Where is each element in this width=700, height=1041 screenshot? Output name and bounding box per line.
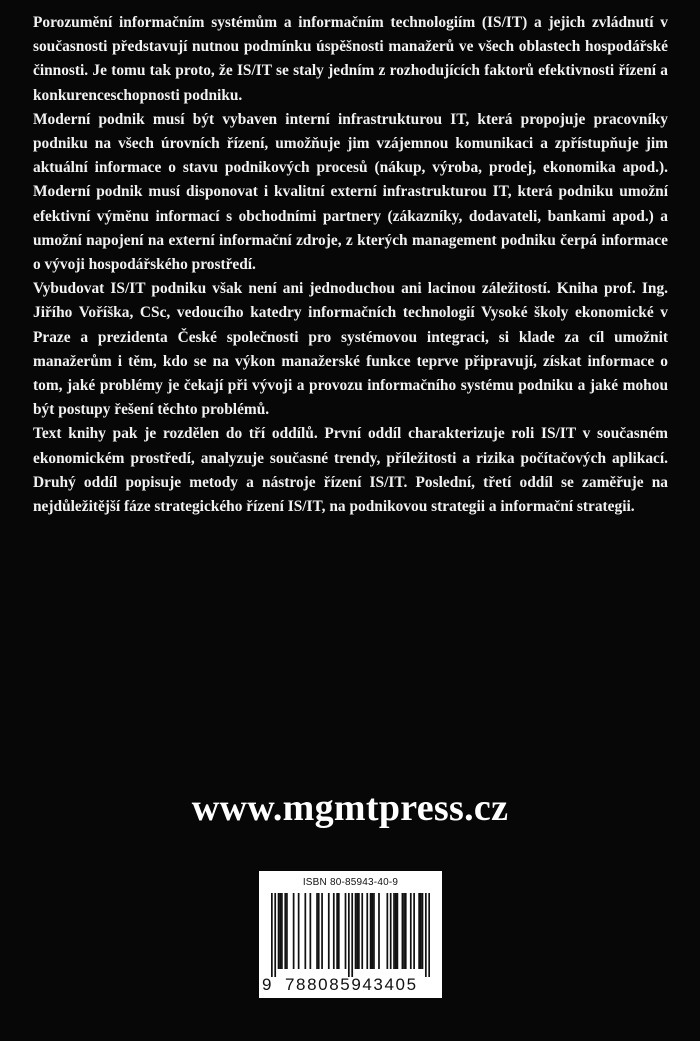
isbn-label: ISBN 80-85943-40-9 xyxy=(302,877,399,888)
barcode-bar xyxy=(413,893,415,969)
barcode-bar xyxy=(271,893,273,977)
barcode-bar xyxy=(336,893,338,969)
barcode-bar xyxy=(321,893,323,969)
barcode-bar xyxy=(284,893,286,969)
barcode-bar xyxy=(351,893,353,977)
paragraph-3: Vybudovat IS/IT podniku však není ani jednoduchou ani lacinou záležitostí. Kniha prof. Ing. Jiřího Voříška, CSc, vedoucího katedry informačních technologií Vysoké školy ekonomické v Praze a prezidenta České společnosti pro systémovou integraci, si klade za cíl umožnit manažerům i těm, kdo se na výkon manažerské funkce teprve připravují, získat informace o tom, jaké problémy je čekají při vývoji a provozu informačního systému podniku a jaké mohou být postupy řešení těchto problémů. xyxy=(33,280,668,419)
barcode-bar xyxy=(358,893,360,969)
barcode-bar xyxy=(345,893,347,969)
barcode-bar xyxy=(371,893,373,969)
paragraph-2: Moderní podnik musí být vybaven interní infrastrukturou IT, která propojuje pracovníky podniku na všech úrovních řízení, umožňuje jim vzájemnou komunikaci a zpřístupňuje jim aktuální informace o stavu podnikových procesů (nákup, výroba, prodej, ekonomika apod.). Moderní podnik musí disponovat i kvalitní externí infrastrukturou IT, která podniku umožní efektivní výměnu informací s obchodními partnery (zákazníky, dodavateli, bankami apod.) a umožní napojení na externí informační zdroje, z kterých management podniku čerpá informace o vývoji hospodářského prostředí. xyxy=(33,110,668,274)
barcode-bar xyxy=(402,893,404,969)
barcode-bar xyxy=(279,893,281,969)
cover-description xyxy=(33,11,668,519)
barcode-bar xyxy=(378,893,380,969)
barcode-bar xyxy=(304,893,306,969)
barcode-bar xyxy=(397,893,399,969)
barcode-bar xyxy=(316,893,318,969)
publisher-website: www.mgmtpress.cz xyxy=(191,787,509,829)
barcode-bar xyxy=(428,893,430,977)
isbn-barcode xyxy=(259,871,442,998)
barcode-bar xyxy=(386,893,388,969)
barcode-bar xyxy=(281,893,283,969)
paragraph-4: Text knihy pak je rozdělen do tří oddílů. První oddíl charakterizuje roli IS/IT v současném ekonomickém prostředí, analyzuje současné trendy, příležitosti a rizika počítačových aplikací. Druhý oddíl popisuje metody a nástroje řízení IS/IT. Poslední, třetí oddíl se zaměřuje na nejdůležitější fáze strategického řízení IS/IT, na podnikovou strategii a informační strategii. xyxy=(33,425,668,516)
barcode-bar xyxy=(278,893,280,969)
barcode-bar xyxy=(370,893,372,969)
barcode-bar xyxy=(333,893,335,969)
paragraph-1: Porozumění informačním systémům a informačním technologiím (IS/IT) a jejich zvládnutí v současnosti představují nutnou podmínku úspěšnosti manažerů ve všech oblastech hospodářské činnosti. Je tomu tak proto, že IS/IT se staly jedním z rozhodujících faktorů efektivnosti řízení a konkurenceschopnosti podniku. xyxy=(33,14,668,104)
barcode-bar xyxy=(298,893,300,969)
barcode-bar xyxy=(286,893,288,969)
barcode-bars-icon xyxy=(271,893,430,977)
barcode-bar xyxy=(361,893,363,969)
barcode-bar xyxy=(373,893,375,969)
barcode-bar xyxy=(395,893,397,969)
barcode-bar xyxy=(418,893,420,969)
barcode-bar xyxy=(403,893,405,969)
barcode-bar xyxy=(422,893,424,969)
barcode-bar xyxy=(356,893,358,969)
barcode-bar xyxy=(410,893,412,969)
barcode-bar xyxy=(355,893,357,969)
barcode-bar xyxy=(318,893,320,969)
ean-first-digit: 9 xyxy=(262,975,272,994)
barcode-bar xyxy=(309,893,311,969)
barcode-bar xyxy=(328,893,330,969)
barcode-bar xyxy=(393,893,395,969)
barcode-bar xyxy=(293,893,295,969)
barcode-bar xyxy=(366,893,368,969)
barcode-bar xyxy=(405,893,407,969)
barcode-bar xyxy=(274,893,276,977)
barcode-bar xyxy=(338,893,340,969)
barcode-bar xyxy=(425,893,427,977)
barcode-bar xyxy=(420,893,422,969)
ean-digits: 788085943405 xyxy=(285,975,418,994)
barcode-bar xyxy=(390,893,392,969)
barcode-bar xyxy=(348,893,350,977)
